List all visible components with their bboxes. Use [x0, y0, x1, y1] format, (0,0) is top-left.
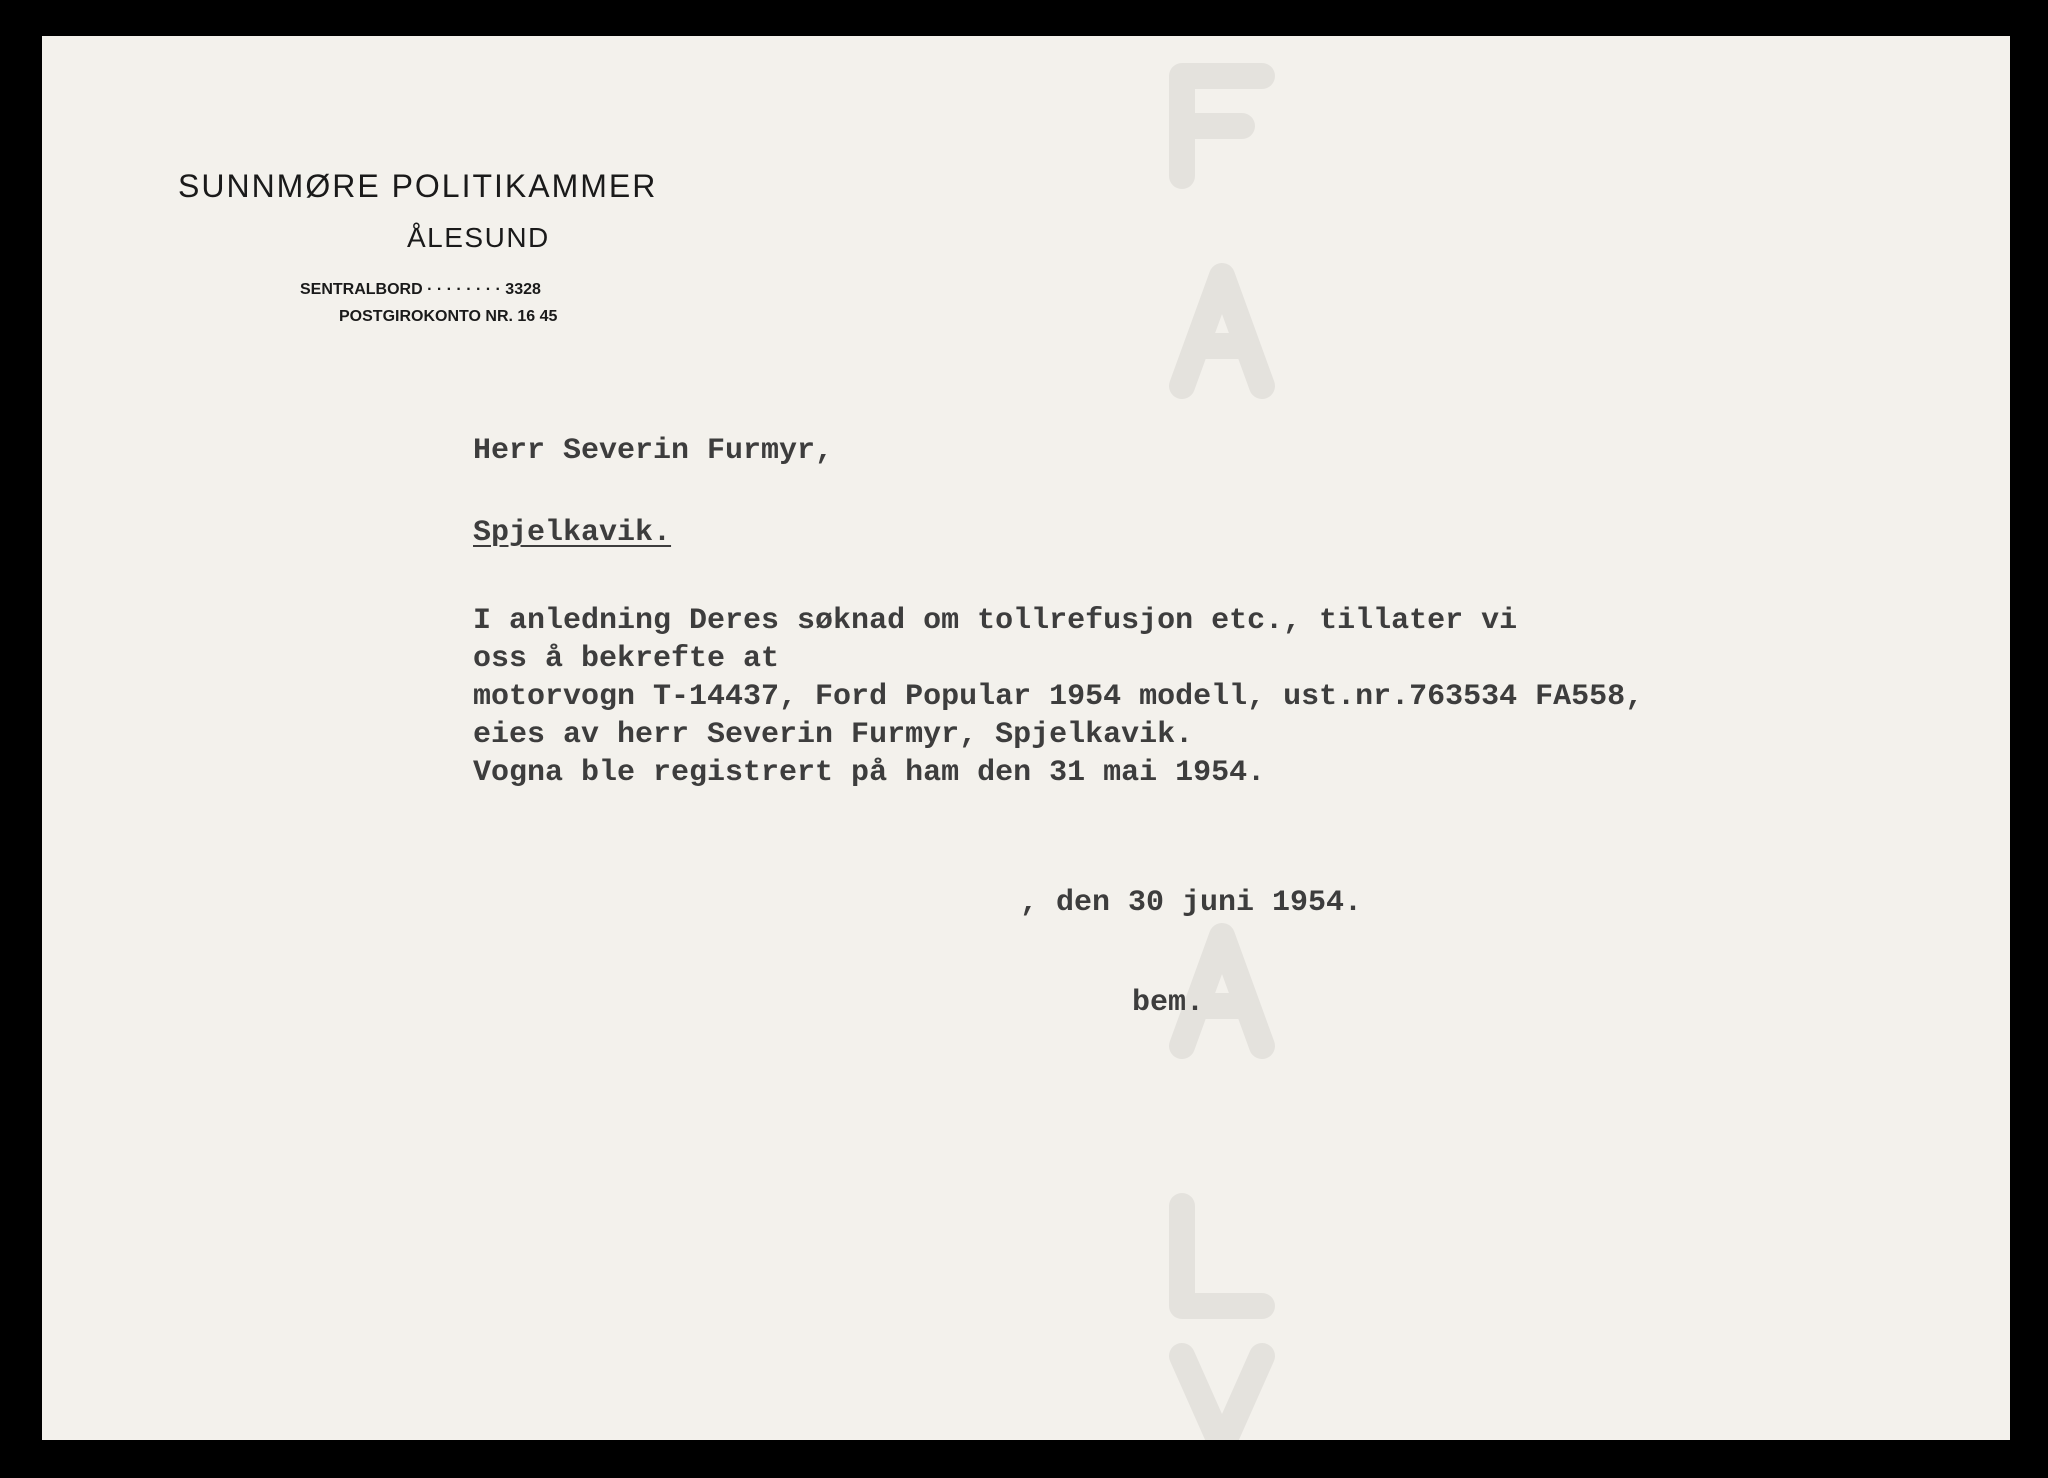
document-page — [42, 36, 2010, 1440]
addressee: Herr Severin Furmyr, — [473, 434, 834, 468]
letter-body — [473, 602, 1643, 792]
body-line: I anledning Deres søknad om tollrefusjon etc., tillater vi — [473, 604, 1518, 638]
body-line: Vogna ble registrert på ham den 31 mai 1954. — [473, 756, 1266, 790]
body-line: oss å bekrefte at — [473, 642, 780, 676]
organization-name: SUNNMØRE POLITIKAMMER — [178, 168, 658, 204]
body-line: motorvogn T-14437, Ford Popular 1954 modell, ust.nr.763534 FA558, — [473, 680, 1644, 714]
organization-city: ÅLESUND — [407, 222, 550, 253]
postgiro-account: POSTGIROKONTO NR. 16 45 — [339, 308, 558, 325]
letter-date: , den 30 juni 1954. — [1020, 886, 1363, 920]
addressee-place: Spjelkavik. — [473, 516, 672, 550]
switchboard-number: SENTRALBORD · · · · · · · · 3328 — [300, 281, 541, 298]
signature-note: bem. — [1132, 986, 1205, 1020]
body-line: eies av herr Severin Furmyr, Spjelkavik. — [473, 718, 1194, 752]
